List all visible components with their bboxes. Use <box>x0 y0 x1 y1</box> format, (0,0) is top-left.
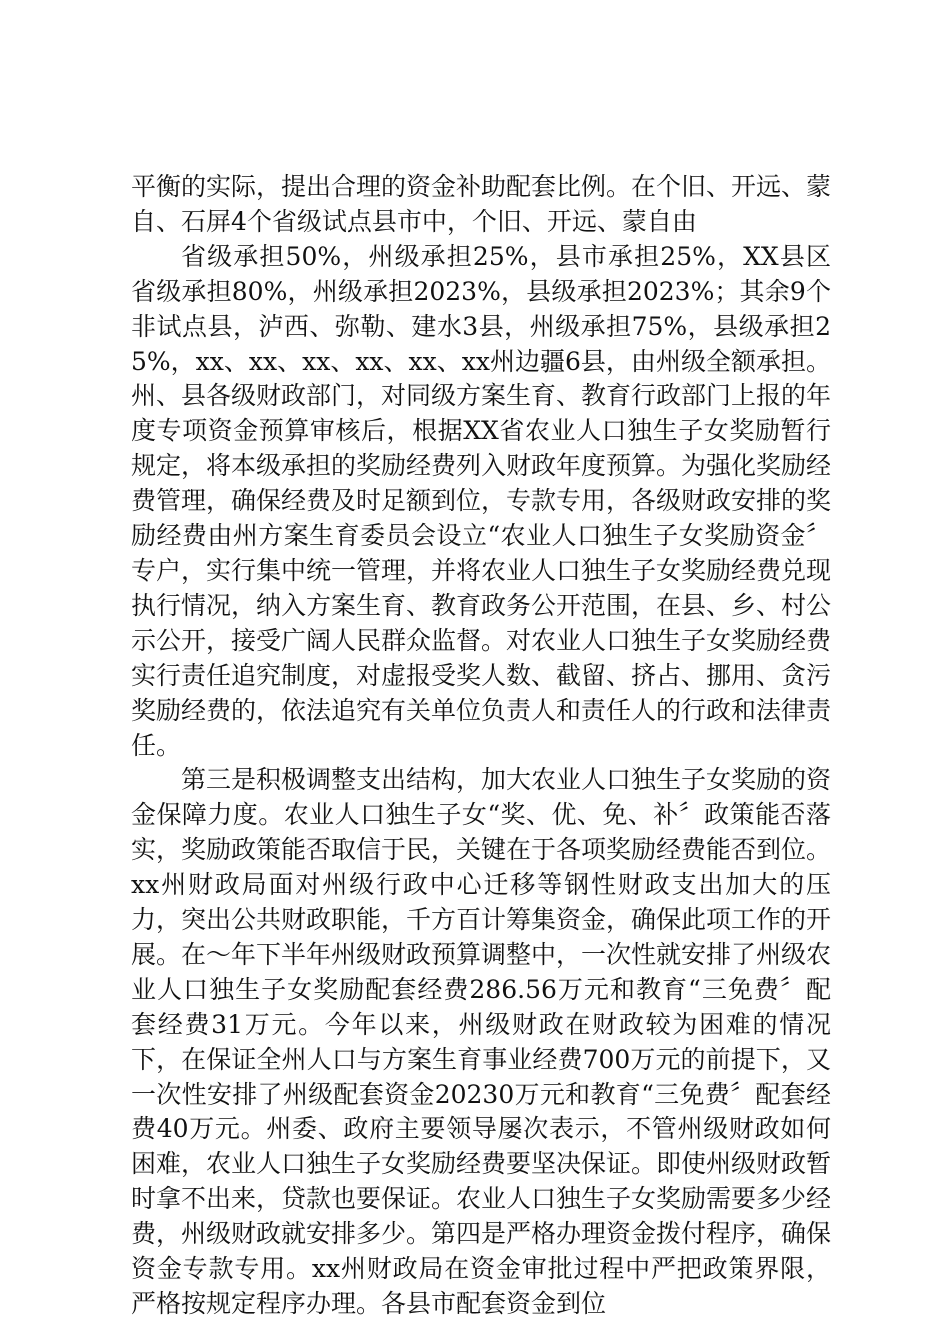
document-body <box>131 170 831 1322</box>
paragraph-continued: 平衡的实际，提出合理的资金补助配套比例。在个旧、开远、蒙自、石屏4个省级试点县市中，个旧、开远、蒙自由 <box>131 172 832 236</box>
paragraph-funding-shares: 省级承担50%，州级承担25%，县市承担25%，XX县区省级承担80%，州级承担2023%，县级承担2023%；其余9个非试点县，泸西、弥勒、建水3县，州级承担75%，县级承担25%，xx、xx、xx、xx、xx、xx州边疆6县，由州级全额承担。州、县各级财政部门，对同级方案生育、教育行政部门上报的年度专项资金预算审核后，根据XX省农业人口独生子女奖励暂行规定，将本级承担的奖励经费列入财政年度预算。为强化奖励经费管理，确保经费及时足额到位，专款专用，各级财政安排的奖励经费由州方案生育委员会设立“农业人口独生子女奖励资金〞专户，实行集中统一管理，并将农业人口独生子女奖励经费兑现执行情况，纳入方案生育、教育政务公开范围，在县、乡、村公示公开，接受广阔人民群众监督。对农业人口独生子女奖励经费实行责任追究制度，对虚报受奖人数、截留、挤占、挪用、贪污奖励经费的，依法追究有关单位负责人和责任人的行政和法律责任。 <box>131 241 832 760</box>
paragraph-budget-adjustment: 第三是积极调整支出结构，加大农业人口独生子女奖励的资金保障力度。农业人口独生子女“奖、优、免、补〞政策能否落实，奖励政策能否取信于民，关键在于各项奖励经费能否到位。xx州财政局面对州级行政中心迁移等钢性财政支出加大的压力，突出公共财政职能，千方百计筹集资金，确保此项工作的开展。在～年下半年州级财政预算调整中，一次性就安排了州级农业人口独生子女奖励配套经费286.56万元和教育“三免费〞配套经费31万元。今年以来，州级财政在财政较为困难的情况下，在保证全州人口与方案生育事业经费700万元的前提下，又一次性安排了州级配套资金20230万元和教育“三免费〞配套经费40万元。州委、政府主要领导屡次表示，不管州级财政如何困难，农业人口独生子女奖励经费要坚决保证。即使州级财政暂时拿不出来，贷款也要保证。农业人口独生子女奖励需要多少经费，州级财政就安排多少。第四是严格办理资金拨付程序，确保资金专款专用。xx州财政局在资金审批过程中严把政策界限，严格按规定程序办理。各县市配套资金到位 <box>131 765 832 1318</box>
